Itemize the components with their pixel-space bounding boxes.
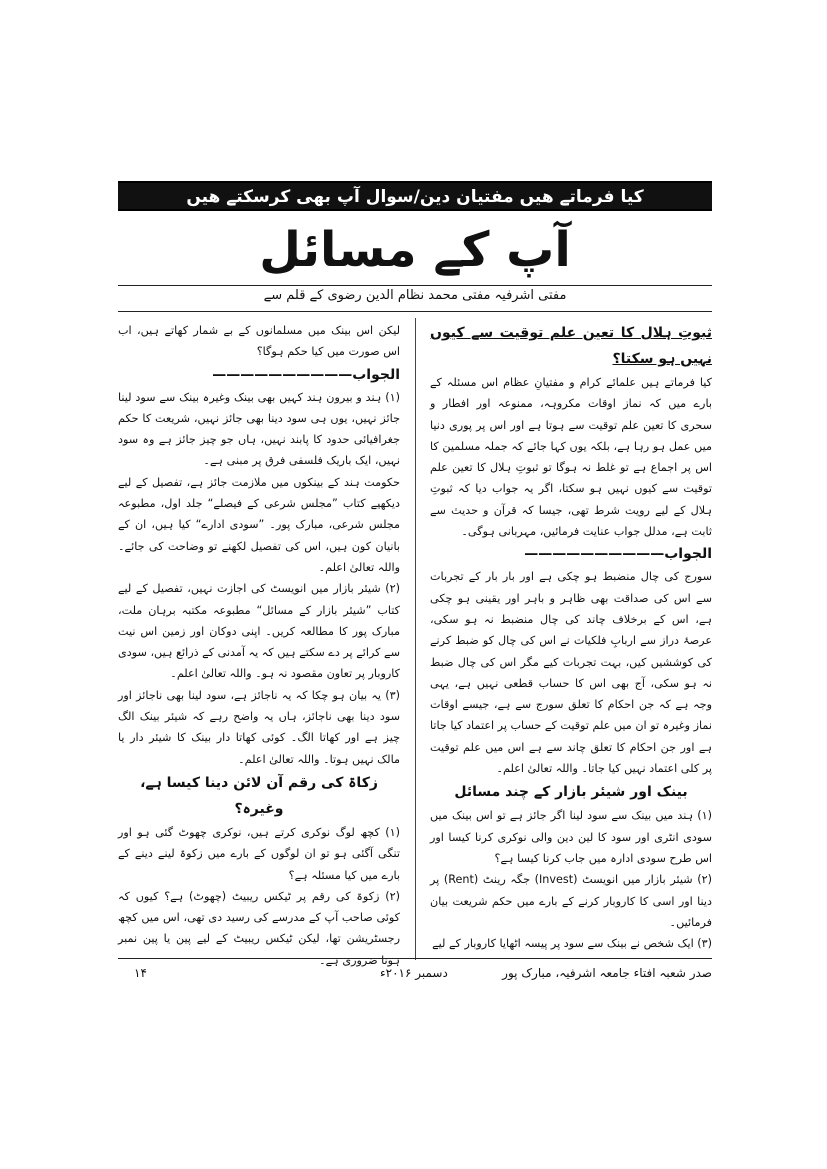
banner-text: کیا فرماتے ھیں مفتیان دین/سوال آپ بھی کرسکتے ھیں bbox=[186, 186, 644, 207]
question-heading: ثبوتِ ہلال کا تعین علم توقیت سے کیوں نہیں ہو سکتا؟ bbox=[430, 325, 712, 367]
page-title: آپ کے مسائل bbox=[259, 222, 571, 278]
question-heading: بینک اور شیئر بازار کے چند مسائل bbox=[454, 784, 688, 801]
title-rule bbox=[118, 285, 712, 286]
answer-text: (۳) یہ بیان ہو چکا کہ یہ ناجائز ہے، سود لینا بھی ناجائز اور سود دینا بھی ناجائز، ہاں یہ واضح رہے کہ شیئر بینک الگ چیز ہے اور کھاتا الگ۔ کوئی کھاتا دار بینک کا شیئر دار یا مالک نہیں ہوتا۔ واللہ تعالیٰ اعلم۔ bbox=[118, 688, 400, 766]
footer-publisher: صدر شعبہ افتاء جامعہ اشرفیہ، مبارک پور bbox=[502, 966, 712, 980]
question-text: کیا فرماتے ہیں علمائے کرام و مفتیانِ عظام اس مسئلہ کے بارے میں کہ نماز اوقات مکروہہ، ممنوعہ اور افطار و سحری کا تعین علم توقیت سے ہوتا ہے اور اس پر پوری دنیا میں عمل ہو رہا ہے، بلکہ یوں کہا جائے کہ جملہ مسلمین کا اس پر اجماع ہے تو غلط نہ ہوگا تو ثبوتِ ہلال کا تعین علم توقیت سے کیوں نہیں ہو سکتا، اگر یہ جواب دیا کہ ثبوتِ ہلال کے لیے رویت شرط تھی، جیسا کہ قرآن و حدیث سے ثابت ہے، مدلل جواب عنایت فرمائیں، مہربانی ہوگی۔ bbox=[430, 376, 712, 539]
byline-rule bbox=[118, 311, 712, 312]
question-text: (۱) کچھ لوگ نوکری کرتے ہیں، نوکری چھوٹ گئی ہو اور تنگی آگئی ہو تو ان لوگوں کے بارے میں زکوۃ لینے دینے کے بارے میں کیا مسئلہ ہے؟ bbox=[118, 825, 400, 882]
footer-date: دسمبر ۲۰۱۶ء bbox=[380, 966, 448, 980]
question-text: (۲) زکوۃ کی رقم پر ٹیکس ریبیٹ (چھوٹ) ہے؟ کیوں کہ کوئی صاحب آپ کے مدرسے کی رسید دی تھی، اس میں کچھ رجسٹریشن تھا، لیکن ٹیکس ریبیٹ کے لیے پین یا پین نمبر ہونا ضروری ہے۔ bbox=[118, 889, 400, 967]
footer-rule bbox=[118, 958, 712, 959]
left-column bbox=[118, 320, 400, 971]
answer-text: حکومت ہند کے بینکوں میں ملازمت جائز ہے، تفصیل کے لیے دیکھیے کتاب ”مجلس شرعی کے فیصلے“ جلد اول، مطبوعہ مجلس شرعی، مبارک پور۔ ”سودی ادارے“ کیا ہیں، ان کے بانیان کون ہیں، اس کی تفصیل لکھنے تو وضاحت کی جائے۔ واللہ تعالیٰ اعلم۔ bbox=[118, 475, 400, 574]
answer-text: سورج کی چال منضبط ہو چکی ہے اور بار بار کے تجربات سے اس کی صداقت بھی ظاہر و باہر اور یقینی ہو چکی ہے، اس کے برخلاف چاند کی چال منضبط نہ ہو سکی، عرصۂ دراز سے اربابِ فلکیات نے اس کی چال کو ضبط کرنے کی کوششیں کیں، بہت تجربات کیے مگر اس کی چال ضبط نہ ہو سکی، آج بھی اس کا حساب قطعی نہیں ہے، یہی وجہ ہے کہ جن احکام کا تعلق سورج سے ہے، جیسے اوقات نماز وغیرہ تو ان میں علم توقیت کے حساب پر اعتماد کیا جاتا ہے اور جن احکام کا تعلق چاند سے ہے اس میں علم توقیت پر کلی اعتماد نہیں کیا جاتا۔ واللہ تعالیٰ اعلم۔ bbox=[430, 570, 712, 776]
answer-heading: الجواب—————————— bbox=[524, 546, 712, 563]
question-text: (۳) ایک شخص نے بینک سے سود پر پیسہ اٹھایا کاروبار کے لیے bbox=[432, 937, 712, 951]
page-footer bbox=[118, 960, 712, 988]
page-number: ۱۴ bbox=[134, 966, 147, 980]
column-divider bbox=[415, 318, 416, 960]
question-text: لیکن اس بینک میں مسلمانوں کے بے شمار کھاتے ہیں، اب اس صورت میں کیا حکم ہوگا؟ bbox=[118, 324, 400, 359]
answer-heading: الجواب—————————— bbox=[212, 366, 400, 383]
right-column bbox=[430, 320, 712, 954]
answer-text: (۲) شیئر بازار میں انویسٹ کی اجازت نہیں، تفصیل کے لیے کتاب ”شیئر بازار کے مسائل“ مطبوعہ مکتبہ برہان ملت، مبارک پور کا مطالعہ کریں۔ اپنی دوکان اور زمین اس نیت سے کرائے پر دے سکتے ہیں کہ یہ آمدنی کے ذرائع ہیں، سودی کاروبار پر تعاون مقصود نہ ہو۔ واللہ تعالیٰ اعلم۔ bbox=[118, 582, 400, 681]
byline: مفتی اشرفیہ مفتی محمد نظام الدین رضوی کے قلم سے bbox=[263, 288, 567, 303]
question-text: (۱) ہند میں بینک سے سود لینا اگر جائز ہے تو اس بینک میں سودی انٹری اور سود کا لین دین والی نوکری کرنا کیسا اور اس طرح سودی ادارہ میں جاب کرنا کیسا ہے؟ bbox=[430, 809, 712, 865]
answer-text: (۱) ہند و بیرون ہند کہیں بھی بینک وغیرہ بینک سے سود لینا جائز نہیں، یوں ہی سود دینا بھی جائز نہیں، شریعت کا حکم جغرافیائی حدود کا پابند نہیں، ہاں جو چیز جائز ہے وہ سود نہیں، ایک باریک فلسفی فرق پر مبنی ہے۔ bbox=[118, 390, 400, 468]
question-text: (۲) شیئر بازار میں انویسٹ (Invest) جگہ رینٹ (Rent) پر دینا اور اسی کا کاروبار کرنے کے بارے میں حکم شریعت بیان فرمائیں۔ bbox=[430, 873, 712, 929]
banner bbox=[118, 181, 712, 211]
question-heading: زکاۃ کی رقم آن لائن دینا کیسا ہے، وغیرہ؟ bbox=[140, 774, 378, 817]
